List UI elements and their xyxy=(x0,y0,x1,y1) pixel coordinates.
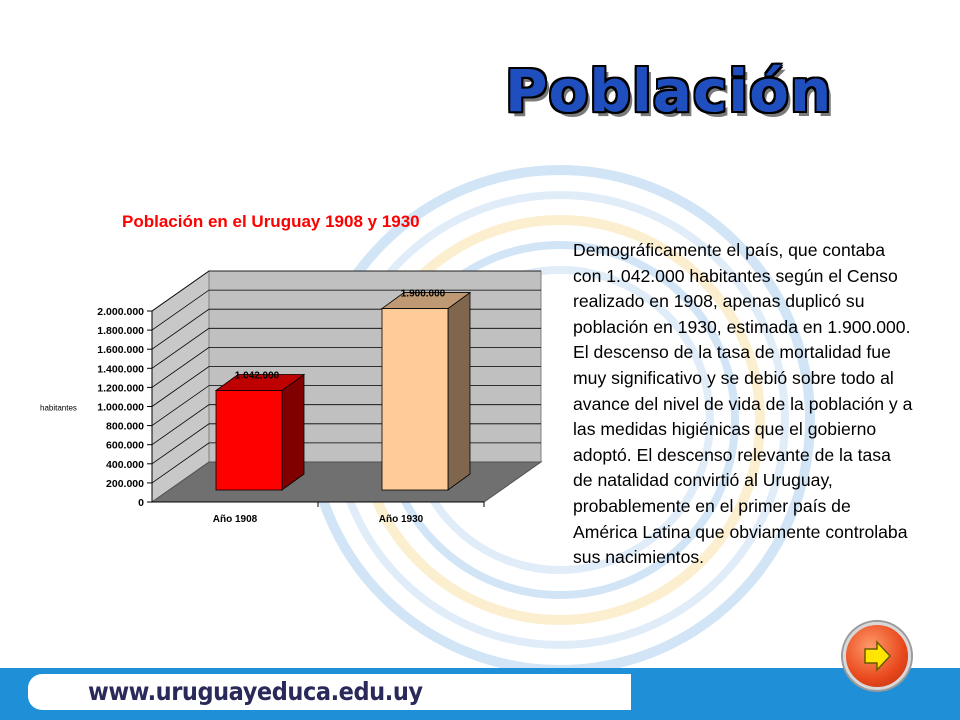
y-tick-label: 400.000 xyxy=(106,458,144,471)
bar-value-label: 1.042.000 xyxy=(234,370,280,382)
bar-value-label: 1.900.000 xyxy=(400,288,446,300)
x-tick-label: Año 1908 xyxy=(212,514,258,525)
bar xyxy=(216,390,282,490)
chart-floor xyxy=(152,462,541,502)
bar xyxy=(382,309,448,490)
page-title: Población xyxy=(505,57,833,125)
y-tick-label: 0 xyxy=(138,497,144,509)
bar-side xyxy=(448,293,470,490)
footer-url[interactable]: www.uruguayeduca.edu.uy xyxy=(88,677,423,706)
y-tick-label: 800.000 xyxy=(106,420,144,433)
y-tick-label: 1.000.000 xyxy=(97,401,144,414)
y-tick-label: 600.000 xyxy=(106,439,144,452)
y-tick-label: 2.000.000 xyxy=(97,306,144,318)
y-axis-label: habitantes xyxy=(40,403,77,413)
y-tick-label: 1.400.000 xyxy=(97,363,144,376)
y-tick-label: 1.200.000 xyxy=(97,382,144,395)
y-tick-label: 1.600.000 xyxy=(97,344,144,357)
next-slide-button[interactable] xyxy=(843,622,911,690)
chart-title: Población en el Uruguay 1908 y 1930 xyxy=(122,212,420,231)
x-tick-label: Año 1930 xyxy=(378,514,424,525)
arrow-right-icon xyxy=(846,625,908,687)
body-paragraph: Demográficamente el país, que contaba con 1.042.000 habitantes según el Censo realizado en 1908, apenas duplicó su población en 1930, estimada en 1.900.000. El descenso de la tasa de mortalidad fue muy significativo y se debió sobre todo al avance del nivel de vida de la población y a las medidas higiénicas que el gobierno adoptó. El descenso relevante de la tasa de natalidad convirtió al Uruguay, probablemente en el primer país de América Latina que obviamente controlaba sus nacimientos. xyxy=(573,240,913,568)
bar-side xyxy=(282,374,304,490)
y-tick-label: 200.000 xyxy=(106,477,144,490)
y-tick-label: 1.800.000 xyxy=(97,325,144,338)
